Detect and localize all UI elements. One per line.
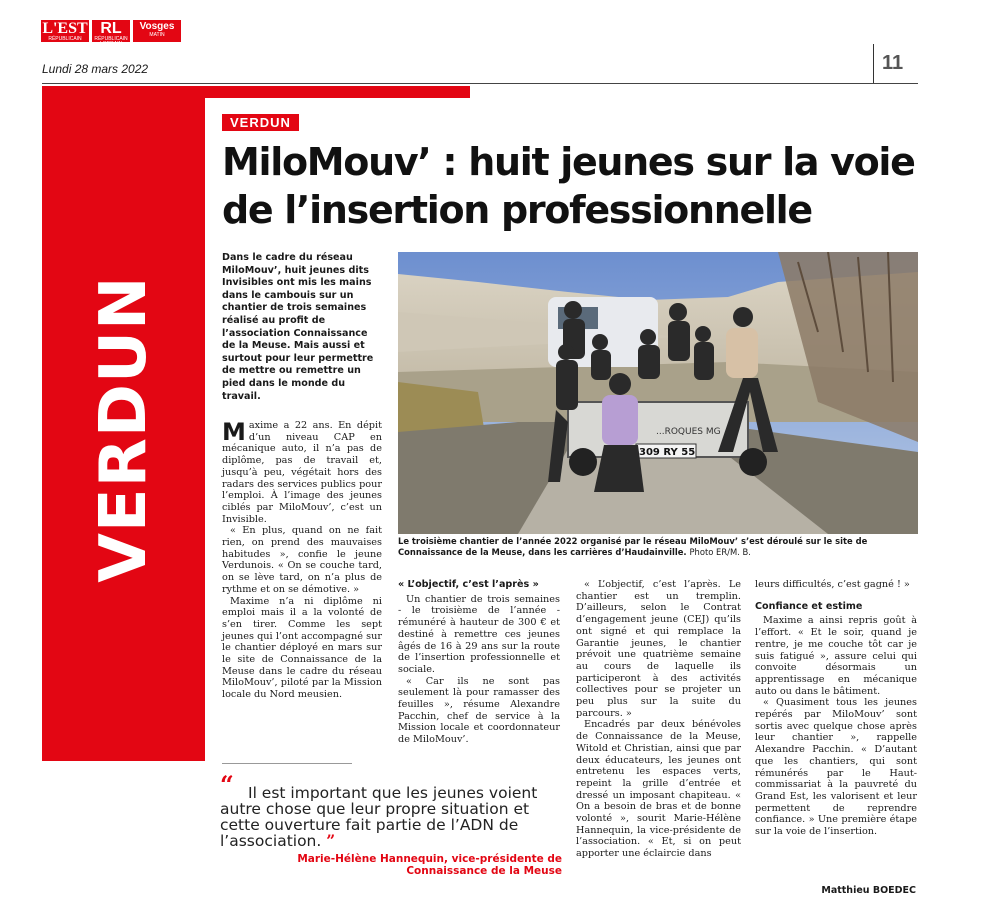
article-lead: Dans le cadre du réseau MiloMouv’, huit jeunes dits Invisibles ont mis les mains dans le cambouis sur un chantier de trois semaines réalisé au profit de l’association Connaissance de la Meuse. Mais aussi et surtout pour leur permettre de mettre ou remettre un pied dans le monde du travail. [222, 252, 374, 402]
article-column-2 [398, 579, 560, 746]
issue-date: Lundi 28 mars 2022 [42, 62, 149, 76]
photo-caption [398, 536, 918, 558]
section-band-side [42, 98, 205, 761]
article-photo [398, 252, 918, 534]
article-column-4 [755, 579, 917, 838]
close-quote-mark: ” [326, 831, 336, 850]
license-plate: 309 RY 55 [639, 447, 696, 458]
paragraph: « Car ils ne sont pas seulement là pour ramasser des feuilles », résume Alexandre Pacchin, chef de service à la Mission locale et coordonnateur de MiloMouv’. [398, 675, 560, 746]
pull-quote-text: Il est important que les jeunes voient autre chose que leur propre situation et cette ouverture fait partie de l’ADN de l’association. [220, 784, 538, 850]
logo-vosges-subtext: MATIN [149, 32, 165, 38]
section-title-vertical: VERDUN [87, 275, 161, 583]
logo-vosges-text: Vosges [139, 21, 175, 32]
vosges-matin-logo [133, 20, 181, 42]
headline-line-1: MiloMouv’ : huit jeunes sur la voie [222, 140, 915, 184]
lest-republicain-logo [41, 20, 89, 42]
article-column-3 [576, 579, 741, 860]
paragraph: Maxime n’a ni diplôme ni emploi mais il a la volonté de s’en tirer. Comme les sept jeunes qui l’ont accompagné sur le chantier déployé en mars sur le site de Connaissance de la Meuse dans le cadre du réseau MiloMouv’, piloté par la Mission locale du Nord meusien. [222, 595, 382, 701]
paragraph: Encadrés par deux bénévoles de Connaissance de la Meuse, Witold et Christian, ainsi que par deux éducateurs, les jeunes ont entretenu les espaces verts, repeint la grille d’entrée et dressé un imposant chapiteau. « On a besoin de bras et de bonne volonté », sourit Marie-Hélène Hannequin, la vice-présidente de l’association. « Et, si on peut apporter une éclaircie dans [576, 719, 741, 860]
paragraph-text: axime a 22 ans. En dépit d’un niveau CAP en mécanique auto, il n’a pas de diplôme, pas de travail et, jusqu’à peu, végétait hors des radars des services publics pour l’emploi. À l’image des jeunes ciblés par MiloMouv’, c’est un Invisible. [222, 420, 382, 525]
logo-rl-subtext: RÉPUBLICAIN LORRAIN [94, 36, 128, 47]
caption-text: Le troisième chantier de l’année 2022 organisé par le réseau MiloMouv’ s’est déroulé sur le site de Connaissance de la Meuse, dans les carrières d’Haudainville. [398, 536, 868, 557]
article-headline [222, 138, 922, 234]
pull-quote-author: Marie-Hélène Hannequin, vice-présidente de Connaissance de la Meuse [297, 853, 562, 877]
article-column-1 [222, 420, 382, 701]
paragraph: Maxime a ainsi repris goût à l’effort. « Et le soir, quand je rentre, je me couche tôt car je suis fatigué », assure celui qui convoite désormais un apprentissage en mécanique auto ou dans le bâtiment. [755, 615, 917, 697]
page-number: 11 [882, 52, 904, 74]
paragraph [222, 420, 382, 525]
author-signature: Matthieu BOEDEC [821, 885, 916, 896]
subheading: Confiance et estime [755, 600, 863, 612]
open-quote-mark: “ [220, 770, 234, 799]
paragraph: « En plus, quand on ne fait rien, on prend des mauvaises habitudes », confie le jeune Verdunois. « On se couche tard, on se lève tard, on n’a plus de rythme et on se démotive. » [222, 525, 382, 595]
page-number-divider [873, 44, 874, 84]
paragraph: « L’objectif, c’est l’après. Le chantier est un tremplin. D’ailleurs, selon le Contrat d’engagement jeune (CEJ) qu’ils ont signé et qui remplace la Garantie jeunes, le chantier prévoit une quatrième semaine au cours de laquelle ils participeront à des activités collectives pour se projeter un peu plus sur la suite du parcours. » [576, 579, 741, 719]
headline-line-2: de l’insertion professionnelle [222, 188, 812, 232]
drop-cap: M [222, 418, 246, 446]
logo-est-text: L'EST [42, 20, 88, 37]
paragraph: leurs difficultés, c’est gagné ! » [755, 579, 910, 590]
quote-rule [222, 763, 352, 764]
logo-rl-text: RL [100, 20, 122, 37]
pull-quote [220, 785, 568, 849]
paragraph: Un chantier de trois semaines - le troisième de l’année - rémunéré à hauteur de 300 € et destiné à remettre ces jeunes âgés de 16 à 29 ans sur la route de l’insertion professionnelle et sociale. [398, 593, 560, 675]
logo-est-subtext: RÉPUBLICAIN [48, 36, 82, 42]
republicain-lorrain-logo [92, 20, 130, 47]
section-band-top [42, 86, 470, 98]
article-kicker: VERDUN [222, 114, 299, 131]
subheading: « L’objectif, c’est l’après » [398, 579, 539, 590]
photo-credit: Photo ER/M. B. [689, 547, 751, 557]
paragraph: « Quasiment tous les jeunes repérés par MiloMouv’ sont sortis avec quelque chose après leur chantier », rappelle Alexandre Pacchin. « D’autant que les chantiers, qui sont rémunérés par le Haut-commissariat à la pauvreté du Grand Est, les valorisent et leur permettent de reprendre confiance. » Une première étape sur la voie de l’insertion. [755, 697, 917, 838]
header-rule [42, 83, 918, 84]
trailer-lettering: ...ROQUES MG [656, 427, 721, 437]
